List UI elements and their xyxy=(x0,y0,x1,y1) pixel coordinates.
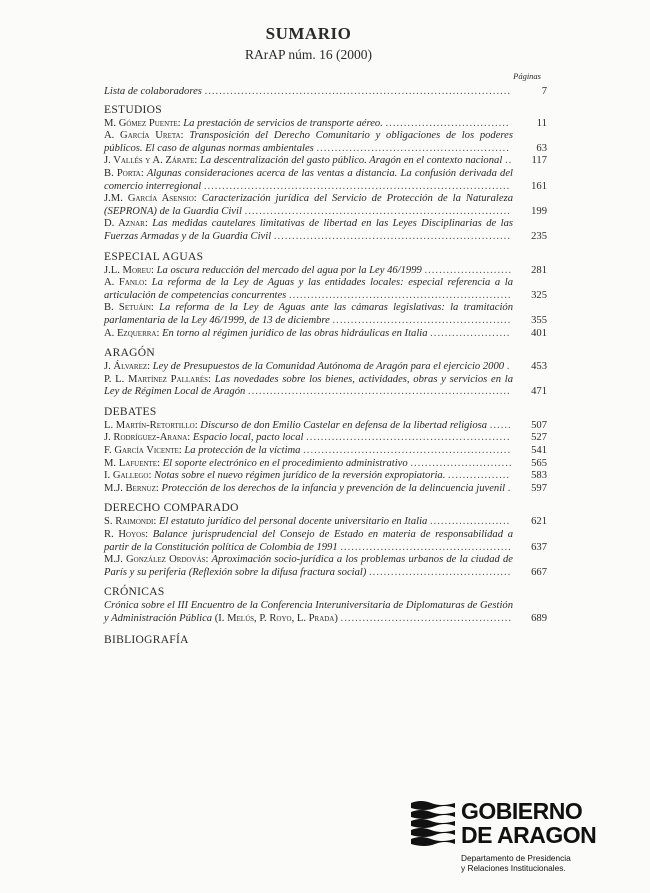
entry-page: 471 xyxy=(531,386,547,398)
toc-entry: J. Vallés y A. Zárate: La descentralización del gasto público. Aragón en el contexto nacional .. 117 xyxy=(104,155,547,167)
entry-author: L. Martín-Retortillo: xyxy=(104,419,198,431)
section-title: DEBATES xyxy=(104,405,157,418)
entry-page: 281 xyxy=(531,264,547,276)
toc-entry: B. Porta: Algunas consideraciones acerca de las ventas a distancia. La confusión derivada del comercio interregional .................................................................................... 161 xyxy=(104,167,547,192)
toc-entry: A. Fanlo: La reforma de la Ley de Aguas y las entidades locales: especial referencia a la articulación de competencias concurrentes ............................................................. 325 xyxy=(104,277,547,301)
entry-title: La descentralización del gasto público. Aragón en el contexto nacional xyxy=(200,155,503,167)
section-title: CRÓNICAS xyxy=(104,586,165,599)
entry-title: Algunas consideraciones acerca de las ventas a distancia. La confusión derivada del comercio interregional xyxy=(104,167,513,192)
pages-column-label: Páginas xyxy=(513,71,541,81)
entry-page: 161 xyxy=(531,180,547,192)
entry-author: M.J. Bernuz: xyxy=(104,482,159,494)
entry-author: M. Lafuente: xyxy=(104,457,161,469)
section-bibliografia: BIBLIOGRAFÍA xyxy=(104,633,189,646)
logo-line1: GOBIERNO xyxy=(461,798,583,824)
entry-author: M. Gómez Puente: xyxy=(104,117,181,129)
entry-author: J.L. Moreu: xyxy=(104,264,154,276)
toc-entry-collaborators: Lista de colaboradores .................................................................................... 7 xyxy=(104,86,547,97)
entry-text: Lista de colaboradores xyxy=(104,86,202,97)
entry-title: En torno al régimen jurídico de las obras hidráulicas en Italia xyxy=(162,327,428,339)
toc-entry: M.J. González Ordovás: Aproximación socio-jurídica a los problemas urbanos de la ciudad de París y su periferia (Reflexión sobre la difusa fractura social) ....................................... 667 xyxy=(104,554,547,578)
toc-entry: J. Álvarez: Ley de Presupuestos de la Comunidad Autónoma de Aragón para el ejercicio 2000 . 453 xyxy=(104,361,547,373)
entry-author: J.M. García Asensio: xyxy=(104,193,197,205)
section-title: ESTUDIOS xyxy=(104,103,162,116)
entry-title: El soporte electrónico en el procedimiento administrativo xyxy=(162,457,408,469)
section-title: ARAGÓN xyxy=(104,347,155,360)
entry-title: La prestación de servicios de transporte aéreo. xyxy=(183,117,383,129)
toc-entry: B. Setuáin: La reforma de la Ley de Aguas ante las cámaras legislativas: la tramitación parlamentaria de la Ley 46/1999, de 13 de diciembre ................................................. 355 xyxy=(104,302,547,326)
toc-entry: L. Martín-Retortillo: Discurso de don Emilio Castelar en defensa de la libertad religiosa ...... 507 xyxy=(104,419,547,431)
toc-entry: J.M. García Asensio: Caracterización jurídica del Servicio de Protección de la Naturaleza (SEPRONA) de la Guardia Civil ......................................................................... 199 xyxy=(104,193,547,217)
entry-page: 325 xyxy=(531,289,547,301)
toc-section xyxy=(104,346,547,399)
toc-section xyxy=(104,250,547,341)
entry-title: Caracterización jurídica del Servicio de Protección de la Naturaleza (SEPRONA) de la Guardia Civil xyxy=(104,193,513,217)
entry-title: El estatuto jurídico del personal docente universitario en Italia xyxy=(158,516,428,528)
dept-line1: Departamento de Presidencia xyxy=(461,853,571,863)
entry-page: 689 xyxy=(531,613,547,624)
toc-entry: R. Hoyos: Balance jurisprudencial del Consejo de Estado en materia de responsabilidad a partir de la Constitución política de Colombia de 1991 ............................................... 637 xyxy=(104,529,547,553)
entry-title: Transposición del Derecho Comunitario y obligaciones de los poderes públicos. El caso de algunas normas ambientales xyxy=(104,130,513,154)
entry-page: 621 xyxy=(531,516,547,528)
entry-title: La reforma de la Ley de Aguas ante las cámaras legislativas: la tramitación parlamentaria de la Ley 46/1999, de 13 de diciembre xyxy=(104,302,514,326)
entry-page: 597 xyxy=(531,482,547,494)
entry-page: 565 xyxy=(531,457,547,469)
entry-title: Balance jurisprudencial del Consejo de Estado en materia de responsabilidad a partir de la Constitución política de Colombia de 1991 xyxy=(104,529,514,553)
toc-entry: M. Lafuente: El soporte electrónico en el procedimiento administrativo ............................ 565 xyxy=(104,457,547,469)
sections-container xyxy=(104,103,547,626)
entry-page: 507 xyxy=(531,419,547,431)
toc-section xyxy=(104,585,547,625)
toc-entry: A. Ezquerra: En torno al régimen jurídico de las obras hidráulicas en Italia ...................... 401 xyxy=(104,327,547,339)
entry-title: Notas sobre el nuevo régimen jurídico de la reversión expropiatoria. xyxy=(154,470,446,482)
table-of-contents xyxy=(104,86,547,646)
toc-entry: M.J. Bernuz: Protección de los derechos de la infancia y prevención de la delincuencia juvenil . 597 xyxy=(104,482,547,494)
entry-title: La protección de la víctima xyxy=(184,445,301,457)
entry-author: J. Rodríguez-Arana: xyxy=(104,432,191,444)
entry-title: Crónica sobre el III Encuentro de la Conferencia Interuniversitaria de Diplomaturas de Gestión y Administración Pública xyxy=(104,600,513,624)
section-title: ESPECIAL AGUAS xyxy=(104,250,204,263)
entry-title: Aproximación socio-jurídica a los problemas urbanos de la ciudad de París y su periferia (Reflexión sobre la difusa fractura social) xyxy=(104,554,513,578)
entry-page: 235 xyxy=(531,230,547,242)
entry-page: 63 xyxy=(536,142,547,154)
entry-title: Ley de Presupuestos de la Comunidad Autónoma de Aragón para el ejercicio 2000 xyxy=(152,361,505,373)
toc-section xyxy=(104,405,547,496)
entry-author: J. Álvarez: xyxy=(104,361,151,373)
section-title: DERECHO COMPARADO xyxy=(104,502,239,515)
entry-page: 541 xyxy=(531,445,547,457)
toc-entry: J. Rodríguez-Arana: Espacio local, pacto local ........................................................ 527 xyxy=(104,432,547,444)
logo-department xyxy=(461,853,571,873)
entry-page: 7 xyxy=(541,86,547,97)
entry-author: R. Hoyos: xyxy=(104,529,149,541)
dept-line2: y Relaciones Institucionales. xyxy=(461,863,566,873)
entry-author: M.J. González Ordovás: xyxy=(104,554,209,566)
entry-author: P. L. Martínez Pallarés: xyxy=(104,373,211,385)
entry-author: A. Fanlo: xyxy=(104,277,148,289)
toc-entry: Crónica sobre el III Encuentro de la Conferencia Interuniversitaria de Diplomaturas de Gestión y Administración Pública (I. Melús, P. Royo, L. Prada) ............................................... 689 xyxy=(104,600,547,624)
aragon-waves-icon xyxy=(409,800,457,846)
entry-page: 667 xyxy=(531,566,547,578)
entry-page: 199 xyxy=(531,205,547,217)
document-subtitle: RArAP núm. 16 (2000) xyxy=(245,47,372,62)
entry-author: B. Setuáin: xyxy=(104,302,154,314)
entry-author: I. Gallego: xyxy=(104,470,152,482)
toc-entry: D. Aznar: Las medidas cautelares limitativas de libertad en las Leyes Disciplinarias de las Fuerzas Armadas y de la Guardia Civil ................................................................. 235 xyxy=(104,218,547,242)
gobierno-aragon-logo xyxy=(409,800,619,880)
entry-title: Las novedades sobre los bienes, actividades, obras y servicios en la Ley de Régimen Local de Aragón xyxy=(104,373,513,398)
entry-author: B. Porta: xyxy=(104,167,144,179)
toc-section xyxy=(104,501,547,579)
entry-page: 583 xyxy=(531,470,547,482)
entry-page: 355 xyxy=(531,314,547,326)
logo-line2: DE ARAGON xyxy=(461,822,597,848)
toc-entry: F. García Vicente: La protección de la víctima ......................................................... 541 xyxy=(104,445,547,457)
entry-authors: (I. Melús, P. Royo, L. Prada) xyxy=(214,613,338,624)
entry-title: La reforma de la Ley de Aguas y las entidades locales: especial referencia a la articulación de competencias concurrentes xyxy=(104,277,513,301)
entry-title: Las medidas cautelares limitativas de libertad en las Leyes Disciplinarias de las Fuerzas Armadas y de la Guardia Civil xyxy=(104,218,514,242)
entry-author: A. Ezquerra: xyxy=(104,327,160,339)
toc-entry: A. García Ureta: Transposición del Derecho Comunitario y obligaciones de los poderes públicos. El caso de algunas normas ambientales ..................................................... 63 xyxy=(104,130,547,154)
entry-page: 527 xyxy=(531,432,547,444)
entry-title: Protección de los derechos de la infancia y prevención de la delincuencia juvenil xyxy=(161,482,506,494)
toc-section xyxy=(104,103,547,244)
toc-entry: P. L. Martínez Pallarés: Las novedades sobre los bienes, actividades, obras y servicios en la Ley de Régimen Local de Aragón ........................................................................ 471 xyxy=(104,373,547,398)
entry-page: 637 xyxy=(531,541,547,553)
entry-author: S. Raimondi: xyxy=(104,516,157,528)
entry-page: 117 xyxy=(531,155,547,167)
toc-entry: S. Raimondi: El estatuto jurídico del personal docente universitario en Italia ...................... 621 xyxy=(104,516,547,528)
toc-entry: M. Gómez Puente: La prestación de servicios de transporte aéreo. .................................. 11 xyxy=(104,117,547,129)
entry-author: D. Aznar: xyxy=(104,218,148,230)
entry-title: Discurso de don Emilio Castelar en defensa de la libertad religiosa xyxy=(200,419,488,431)
document-title: SUMARIO xyxy=(265,24,352,43)
entry-author: A. García Ureta: xyxy=(104,130,184,142)
entry-page: 11 xyxy=(536,117,547,129)
toc-entry: J.L. Moreu: La oscura reducción del mercado del agua por la Ley 46/1999 ........................ 281 xyxy=(104,264,547,276)
toc-entry: I. Gallego: Notas sobre el nuevo régimen jurídico de la reversión expropiatoria. ................. 583 xyxy=(104,470,547,482)
entry-title: La oscura reducción del mercado del agua por la Ley 46/1999 xyxy=(156,264,422,276)
entry-page: 453 xyxy=(531,361,547,373)
entry-page: 401 xyxy=(531,327,547,339)
entry-title: Espacio local, pacto local xyxy=(192,432,304,444)
entry-author: F. García Vicente: xyxy=(104,445,182,457)
entry-author: J. Vallés y A. Zárate: xyxy=(104,155,198,167)
